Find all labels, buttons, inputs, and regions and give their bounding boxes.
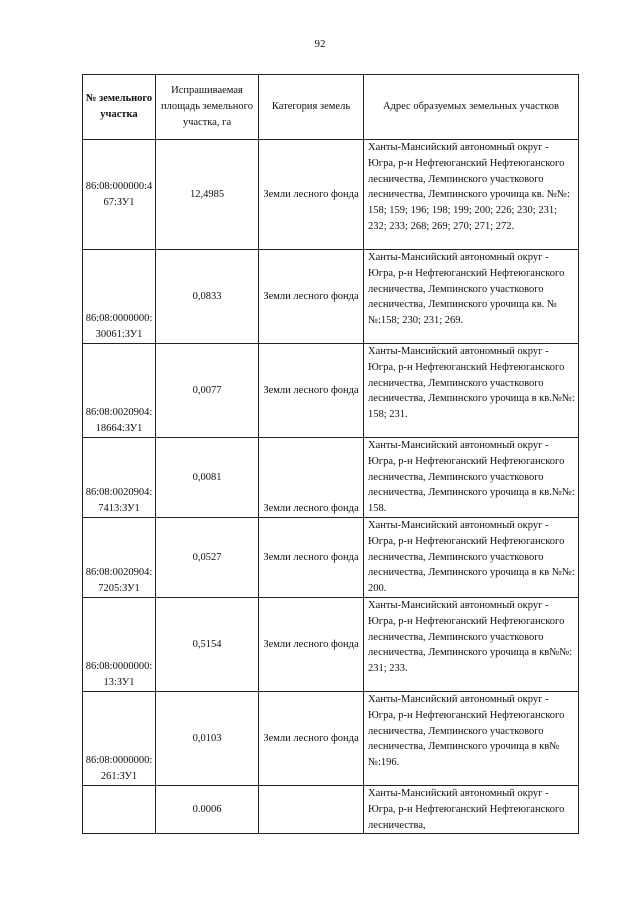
category-cell: Земли лесного фонда xyxy=(259,140,364,250)
table-row xyxy=(83,140,579,250)
plot-number-cell: 86:08:0020904:7205:ЗУ1 xyxy=(83,517,156,597)
table-row xyxy=(83,517,579,597)
category-cell: Земли лесного фонда xyxy=(259,250,364,344)
table-row xyxy=(83,438,579,518)
category-cell: Земли лесного фонда xyxy=(259,691,364,785)
header-requested-area: Испрашиваемая площадь земельного участка, га xyxy=(156,75,259,140)
table-header-row xyxy=(83,75,579,140)
address-cell: Ханты-Мансийский автономный округ - Югра, р-н Нефтеюганский Нефтеюганского лесничества, xyxy=(364,785,579,833)
address-cell: Ханты-Мансийский автономный округ - Югра, р-н Нефтеюганский Нефтеюганского лесничества, Лемпинского участкового лесничества, Лемпинского урочища кв. №№: 158; 159; 196; 198; 199; 200; 226; 230; 231; 232; 233; 268; 269; 270; 271; 272. xyxy=(364,140,579,250)
area-cell: 0.0006 xyxy=(156,785,259,833)
address-cell: Ханты-Мансийский автономный округ - Югра, р-н Нефтеюганский Нефтеюганского лесничества, Лемпинского участкового лесничества, Лемпинского урочища в кв №№: 200. xyxy=(364,517,579,597)
area-cell: 0,0077 xyxy=(156,344,259,438)
header-address: Адрес образуемых земельных участков xyxy=(364,75,579,140)
area-cell: 0,0833 xyxy=(156,250,259,344)
address-cell: Ханты-Мансийский автономный округ - Югра, р-н Нефтеюганский Нефтеюганского лесничества, Лемпинского участкового лесничества, Лемпинского урочища в кв№№:196. xyxy=(364,691,579,785)
page-number: 92 xyxy=(314,38,326,50)
category-cell: Земли лесного фонда xyxy=(259,344,364,438)
table-row xyxy=(83,597,579,691)
address-cell: Ханты-Мансийский автономный округ - Югра, р-н Нефтеюганский Нефтеюганского лесничества, Лемпинского участкового лесничества, Лемпинского урочища в кв.№№: 158. xyxy=(364,438,579,518)
table-row xyxy=(83,344,579,438)
address-cell: Ханты-Мансийский автономный округ - Югра, р-н Нефтеюганский Нефтеюганского лесничества, Лемпинского участкового лесничества, Лемпинского урочища кв. №№:158; 230; 231; 269. xyxy=(364,250,579,344)
area-cell: 0,0081 xyxy=(156,438,259,518)
table-row xyxy=(83,785,579,833)
area-cell: 12,4985 xyxy=(156,140,259,250)
address-cell: Ханты-Мансийский автономный округ - Югра, р-н Нефтеюганский Нефтеюганского лесничества, Лемпинского участкового лесничества, Лемпинского урочища в кв.№№: 158; 231. xyxy=(364,344,579,438)
plot-number-cell: 86:08:0000000:13:ЗУ1 xyxy=(83,597,156,691)
category-cell: Земли лесного фонда xyxy=(259,438,364,518)
category-cell: Земли лесного фонда xyxy=(259,517,364,597)
plot-number-cell xyxy=(83,785,156,833)
area-cell: 0,0103 xyxy=(156,691,259,785)
category-cell: Земли лесного фонда xyxy=(259,597,364,691)
address-cell: Ханты-Мансийский автономный округ - Югра, р-н Нефтеюганский Нефтеюганского лесничества, Лемпинского участкового лесничества, Лемпинского урочища в кв№№: 231; 233. xyxy=(364,597,579,691)
header-plot-number: № земельного участка xyxy=(83,75,156,140)
land-plots-table xyxy=(82,74,579,834)
plot-number-cell: 86:08:0020904:7413:ЗУ1 xyxy=(83,438,156,518)
category-cell xyxy=(259,785,364,833)
area-cell: 0,0527 xyxy=(156,517,259,597)
plot-number-cell: 86:08:0020904:18664:ЗУ1 xyxy=(83,344,156,438)
plot-number-cell: 86:08:0000000:30061:ЗУ1 xyxy=(83,250,156,344)
table-row xyxy=(83,691,579,785)
plot-number-cell: 86:08:0000000:261:ЗУ1 xyxy=(83,691,156,785)
plot-number-cell: 86:08:000000:467:ЗУ1 xyxy=(83,140,156,250)
header-land-category: Категория земель xyxy=(259,75,364,140)
area-cell: 0,5154 xyxy=(156,597,259,691)
table-row xyxy=(83,250,579,344)
